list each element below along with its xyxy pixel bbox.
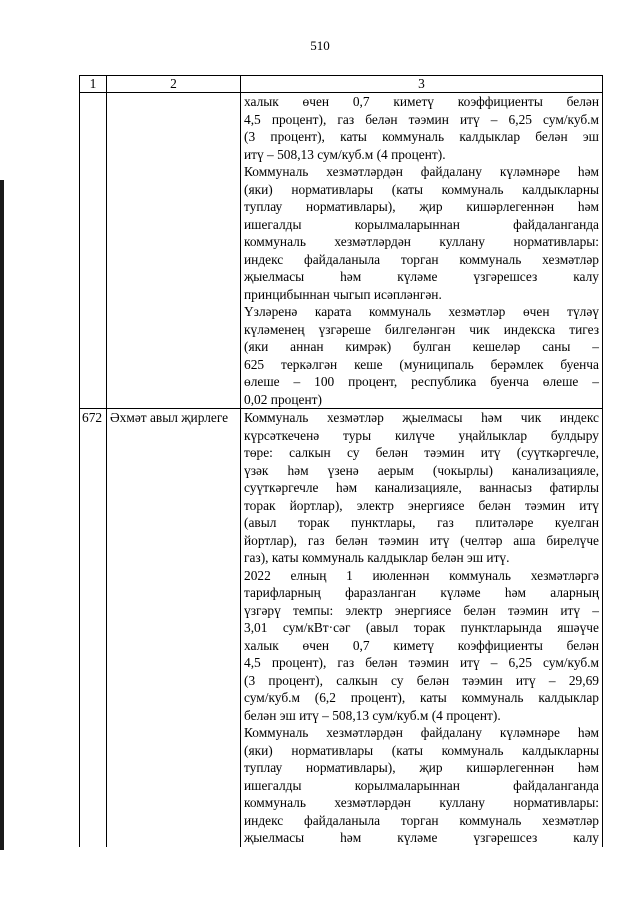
text-line: (яки) нормативлары (каты коммуналь калдыкларны xyxy=(244,742,599,758)
text-line: индекс файдаланыла торган коммуналь хезмәтләр xyxy=(244,812,599,828)
text-line: туплау нормативлары), җир кишәрлегеннән һәм xyxy=(244,760,599,775)
text-line: үзәк һәм үзенә аерым (чокырлы) канализацияле, xyxy=(244,462,599,478)
text-line: суүткәргечле һәм канализацияле, ваннасыз фатирлы xyxy=(244,480,599,495)
settlement-name: Әхмәт авыл җирлеге xyxy=(107,409,241,847)
text-line: күләменең үзгәреше билгеләнгән чик индекска тигез xyxy=(244,321,599,337)
text-line: индекс файдаланыла торган коммуналь хезмәтләр xyxy=(244,251,599,267)
text-line: җыелмасы һәм күләме үзгәрешсез калу xyxy=(244,830,599,845)
text-line: туплау нормативлары), җир кишәрлегеннән һәм xyxy=(244,199,599,214)
text-line: йортлар), газ белән тәэмин итү (челтәр аша бирелүче xyxy=(244,532,599,548)
text-line: 3,01 сум/кВт·сәг (авыл торак пунктларында яшәүче xyxy=(244,620,599,635)
text-line: (яки) нормативлары (каты коммуналь калдыкларны xyxy=(244,181,599,197)
text-line: коммуналь хезмәтләрдән куллану нормативлары: xyxy=(244,234,599,249)
text-line: (3 процент), каты коммуналь калдыклар белән эш xyxy=(244,129,599,144)
text-line: (3 процент), салкын су белән тәэмин итү – 29,69 xyxy=(244,672,599,688)
description-paragraph xyxy=(244,163,599,303)
text-line: Коммуналь хезмәтләр җыелмасы һәм чик индекс xyxy=(244,410,599,425)
text-line: халык өчен 0,7 киметү коэффициенты белән xyxy=(244,94,599,109)
text-line: 4,5 процент), газ белән тәэмин итү – 6,25 сум/куб.м xyxy=(244,111,599,127)
text-line: күрсәткеченә туры килүче уңайлыклар булдыру xyxy=(244,427,599,443)
text-line: Коммуналь хезмәтләрдән файдалану күләмнәре һәм xyxy=(244,725,599,740)
description-paragraph xyxy=(244,93,599,163)
row-number xyxy=(80,93,107,409)
text-line: газ), каты коммуналь калдыклар белән эш итү. xyxy=(244,550,510,565)
header-col-1: 1 xyxy=(80,76,107,93)
text-line: белән эш итү – 508,13 сум/куб.м (4 процент). xyxy=(244,707,501,723)
text-line: өлеше – 100 процент, республика буенча өлеше – xyxy=(244,374,599,389)
table-header-row xyxy=(80,76,603,93)
text-line: үзгәрү темпы: электр энергиясе белән тәэмин итү – xyxy=(244,602,599,618)
text-line: Коммуналь хезмәтләрдән файдалану күләмнәре һәм xyxy=(244,164,599,179)
header-col-3: 3 xyxy=(241,76,603,93)
text-line: халык өчен 0,7 киметү коэффициенты белән xyxy=(244,637,599,653)
text-line: итү – 508,13 сум/куб.м (4 процент). xyxy=(244,146,446,162)
text-line: тарифларның фаразланган күләме һәм аларның xyxy=(244,585,599,600)
table-row xyxy=(80,93,603,409)
text-line: ишегалды корылмаларыннан файдаланганда xyxy=(244,777,599,793)
text-line: (авыл торак пунктлары, газ плитәләре куелган xyxy=(244,515,599,530)
text-line: принцибыннан чыгып исәпләнгән. xyxy=(244,286,442,302)
description-cell xyxy=(241,409,603,847)
text-line: 2022 елның 1 июленнән коммуналь хезмәтләргә xyxy=(244,567,599,583)
page-number: 510 xyxy=(310,38,330,53)
document-table xyxy=(79,75,603,847)
description-paragraph xyxy=(244,409,599,567)
text-line: коммуналь хезмәтләрдән куллану нормативлары: xyxy=(244,795,599,810)
description-cell xyxy=(241,93,603,409)
row-number: 672 xyxy=(80,409,107,847)
header-col-2: 2 xyxy=(107,76,241,93)
text-line: 625 теркәлгән кеше (муниципаль берәмлек буенча xyxy=(244,356,599,372)
settlement-name xyxy=(107,93,241,409)
text-line: торак йортлар), электр энергиясе белән тәэмин итү xyxy=(244,497,599,513)
text-line: 0,02 процент) xyxy=(244,391,322,407)
description-paragraph xyxy=(244,303,599,408)
scan-edge-bar xyxy=(0,180,4,850)
text-line: сум/куб.м (6,2 процент), каты коммуналь калдыклар xyxy=(244,690,599,705)
text-line: 4,5 процент), газ белән тәэмин итү – 6,25 сум/куб.м xyxy=(244,655,599,670)
description-paragraph xyxy=(244,724,599,847)
text-line: Үзләренә карата коммуналь хезмәтләр өчен түләү xyxy=(244,304,599,319)
description-paragraph xyxy=(244,567,599,725)
text-line: ишегалды корылмаларыннан файдаланганда xyxy=(244,216,599,232)
table-row xyxy=(80,409,603,847)
text-line: җыелмасы һәм күләме үзгәрешсез калу xyxy=(244,269,599,284)
text-line: (яки аннан кимрәк) булган кешеләр саны – xyxy=(244,339,599,354)
text-line: төре: салкын су белән тәэмин итү (суүткәргечле, xyxy=(244,445,599,460)
